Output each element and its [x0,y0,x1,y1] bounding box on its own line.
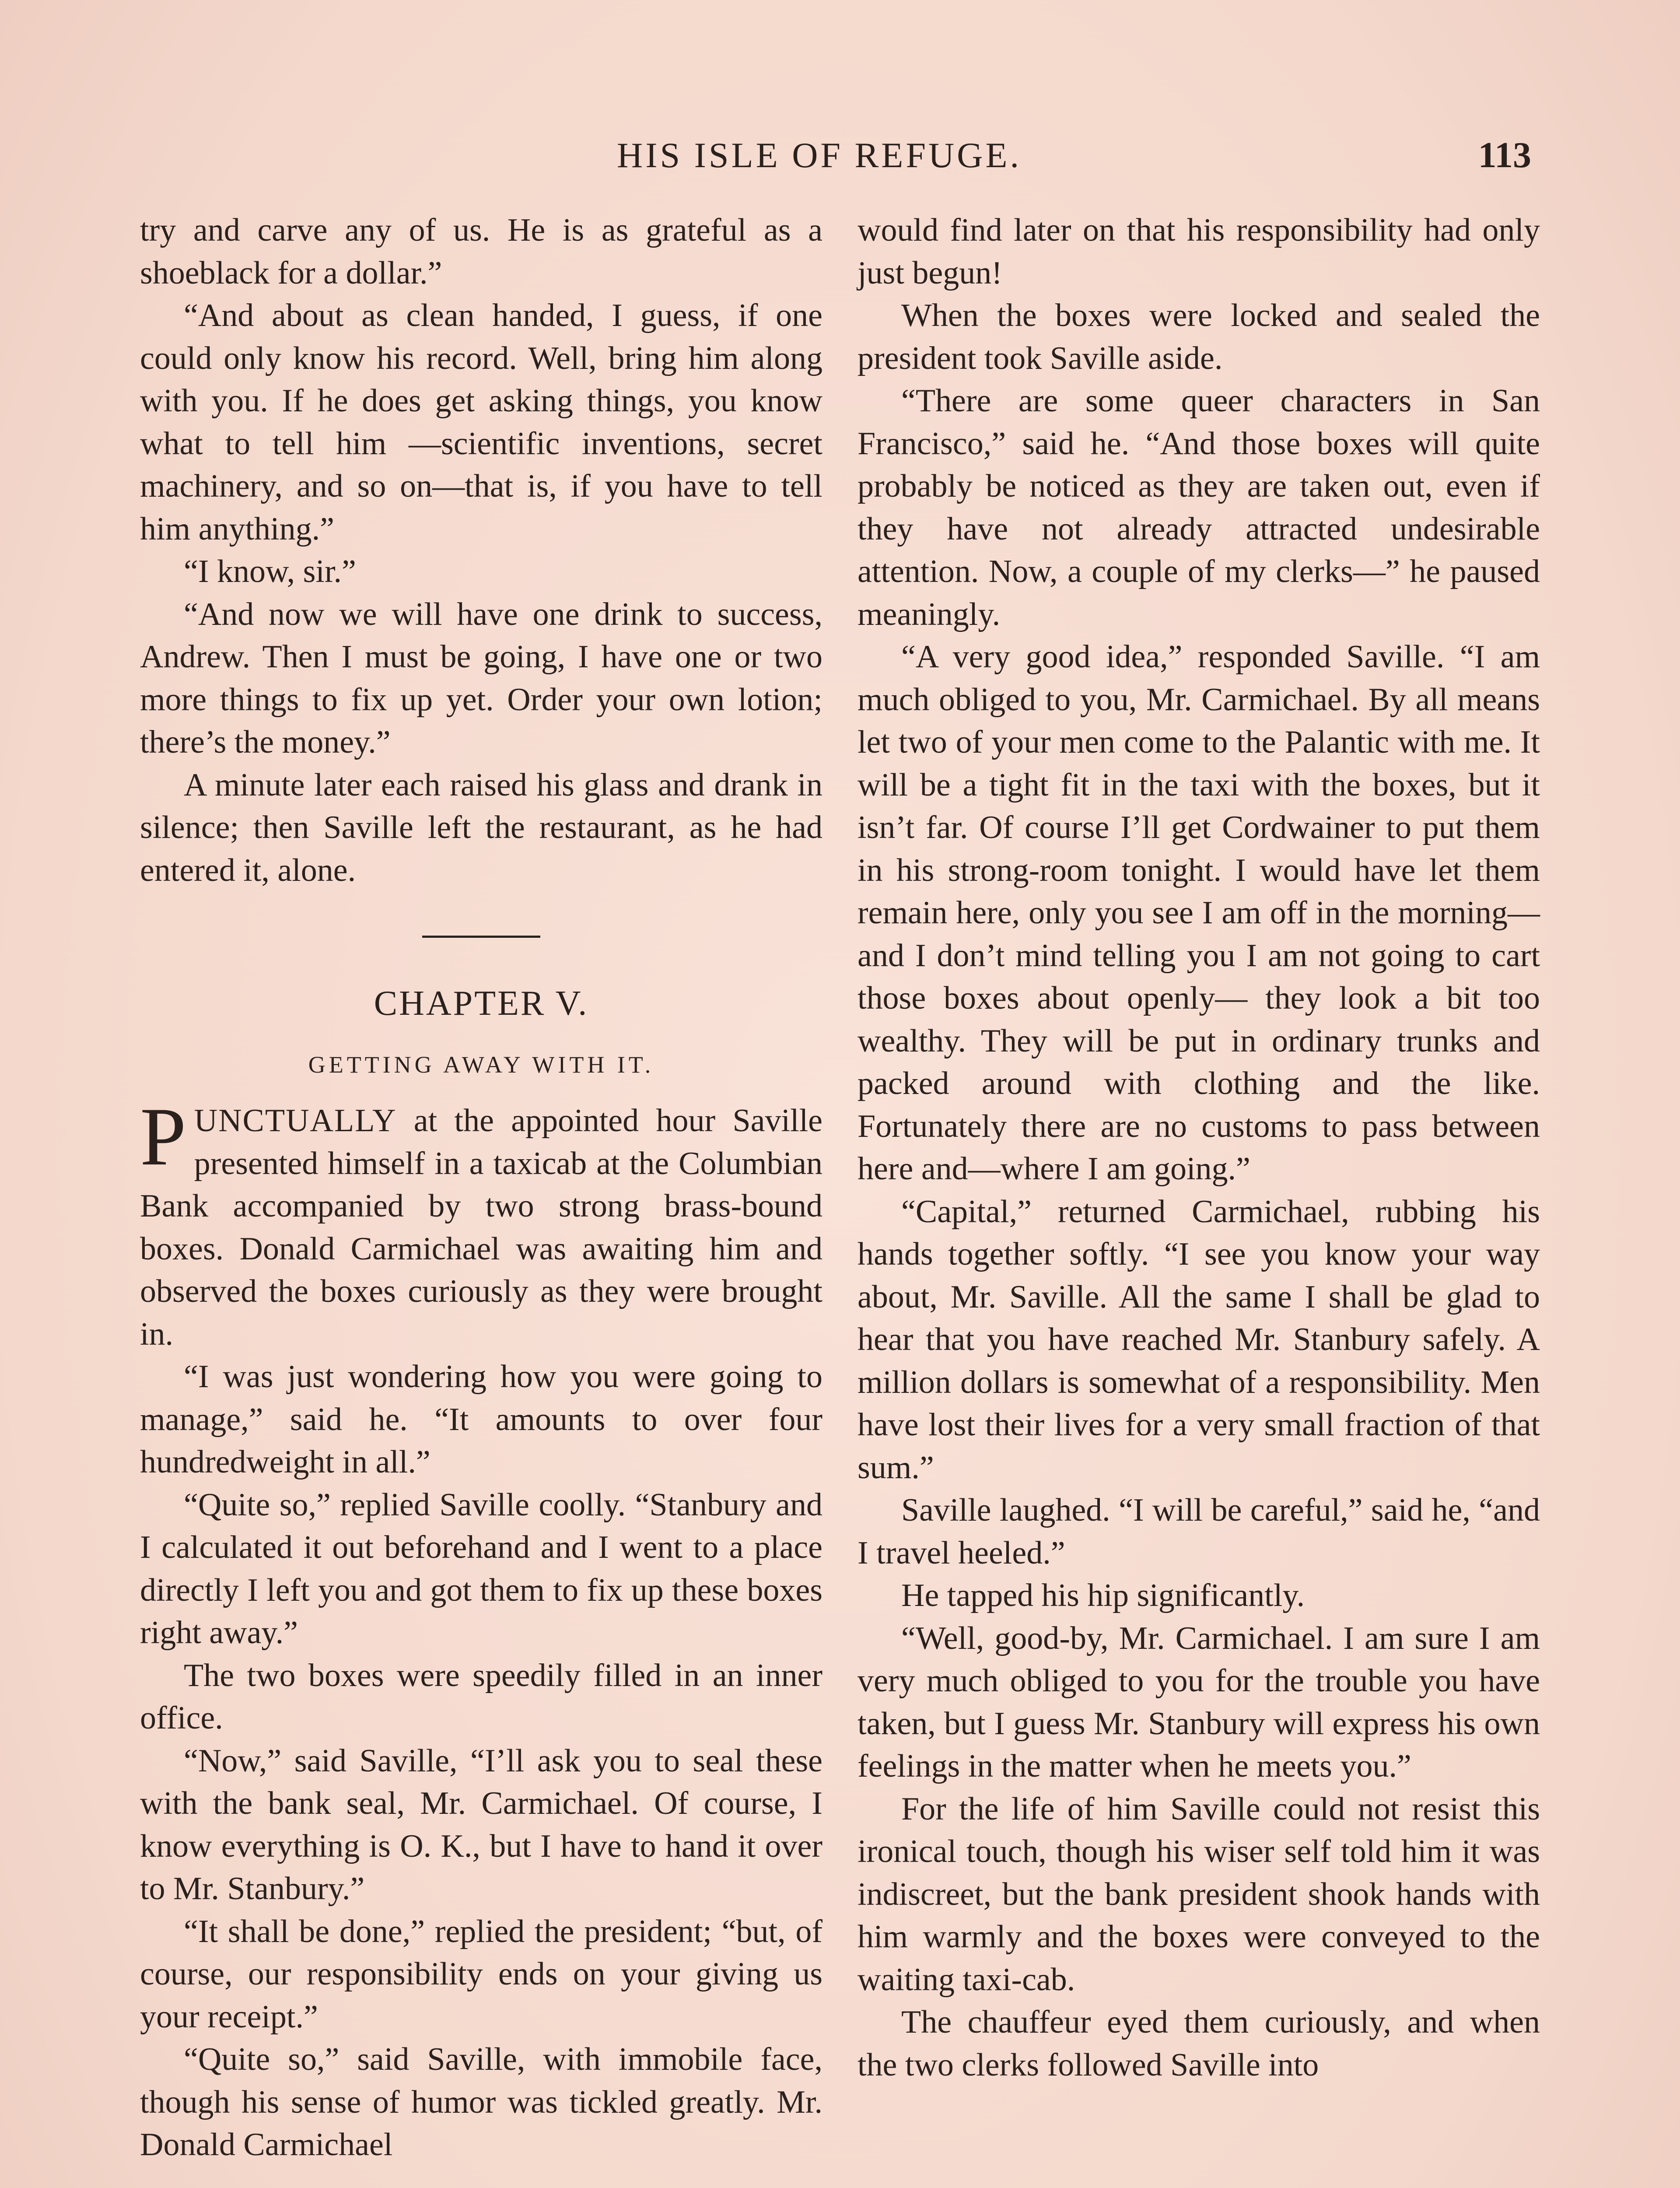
paragraph: “And about as clean handed, I guess, if one could only know his record. Well, bring him along with you. If he does get asking things, you know what to tell him —scientific inventions, secret machinery, and so on—that is, if you have to tell him anything.” [140,298,822,547]
section-divider [422,936,540,938]
paragraph: The chauffeur eyed them curiously, and when the two clerks followed Saville into [858,2004,1540,2083]
paragraph: For the life of him Saville could not resist this ironical touch, though his wiser self told him it was indiscreet, but the bank president shook hands with him warmly and the boxes were conveyed to the waiting taxi-cab. [858,1791,1540,1998]
chapter-title: CHAPTER V. [374,984,589,1023]
paragraph: Saville laughed. “I will be careful,” said he, “and I travel heeled.” [858,1492,1540,1571]
paragraph: “A very good idea,” responded Saville. “I am much obliged to you, Mr. Carmichael. By all means let two of your men come to the Palantic with me. It will be a tight fit in the taxi with the boxes, but it isn’t far. Of course I’ll get Cordwainer to put them in his strong-room tonight. I would have let them remain here, only you see I am off in the morning— and I don’t mind telling you I am not going to cart those boxes about openly— they look a bit too wealthy. They will be put in ordinary trunks and packed around with clothing and the like. Fortunately there are no customs to pass between here and—where I am going.” [858,639,1540,1187]
opening-text: at the appointed hour Saville presented himself in a taxicab at the Columbian Bank accompanied by two strong brass-bound boxes. Donald Carmichael was awaiting him and observed the boxes curiously as they were brought in. [140,1103,822,1352]
left-column [140,209,822,2167]
paragraph: When the boxes were locked and sealed the president took Saville aside. [858,298,1540,376]
paragraph: “I was just wondering how you were going to manage,” said he. “It amounts to over four hundredweight in all.” [140,1359,822,1480]
page-number: 113 [1478,135,1531,175]
paragraph: The two boxes were speedily filled in an inner office. [140,1657,822,1736]
paragraph: “There are some queer characters in San Francisco,” said he. “And those boxes will quite probably be noticed as they are taken out, even if they have not already attracted undesirable attention. Now, a couple of my clerks—” he paused meaningly. [858,383,1540,632]
running-title: HIS ISLE OF REFUGE. [617,135,1022,175]
paragraph: “Well, good-by, Mr. Carmichael. I am sure I am very much obliged to you for the trouble you have taken, but I guess Mr. Stanbury will express his own feelings in the matter when he meets you.” [858,1620,1540,1784]
paragraph: would find later on that his responsibility had only just begun! [858,212,1540,291]
paragraph: try and carve any of us. He is as grateful as a shoeblack for a dollar.” [140,212,822,291]
paragraph: “Capital,” returned Carmichael, rubbing his hands together softly. “I see you know your way about, Mr. Saville. All the same I shall be glad to hear that you have reached Mr. Stanbury safely. A million dollars is somewhat of a responsibility. Men have lost their lives for a very small fraction of that sum.” [858,1193,1540,1486]
paragraph: “I know, sir.” [184,554,356,589]
chapter-opening-paragraph [140,1091,822,1356]
paragraph: “Quite so,” replied Saville coolly. “Stanbury and I calculated it out beforehand and I went to a place directly I left you and got them to fix up these boxes right away.” [140,1487,822,1651]
page-header [140,131,1540,179]
paragraph: He tapped his hip significantly. [901,1578,1305,1613]
paragraph: “Now,” said Saville, “I’ll ask you to seal these with the bank seal, Mr. Carmichael. Of course, I know everything is O. K., but I have to hand it over to Mr. Stanbury.” [140,1743,822,1907]
chapter-subtitle: GETTING AWAY WITH IT. [308,1052,654,1078]
paragraph: “It shall be done,” replied the president; “but, of course, our responsibility ends on your giving us your receipt.” [140,1913,822,2035]
paragraph: “And now we will have one drink to success, Andrew. Then I must be going, I have one or two more things to fix up yet. Order your own lotion; there’s the money.” [140,596,822,760]
drop-cap: P [140,1091,186,1183]
lead-in-caps: UNCTUALLY [194,1103,397,1139]
right-column [858,209,1540,2086]
paragraph: A minute later each raised his glass and drank in silence; then Saville left the restaurant, as he had entered it, alone. [140,767,822,888]
paragraph: “Quite so,” said Saville, with immobile face, though his sense of humor was tickled greatly. Mr. Donald Carmichael [140,2041,822,2163]
